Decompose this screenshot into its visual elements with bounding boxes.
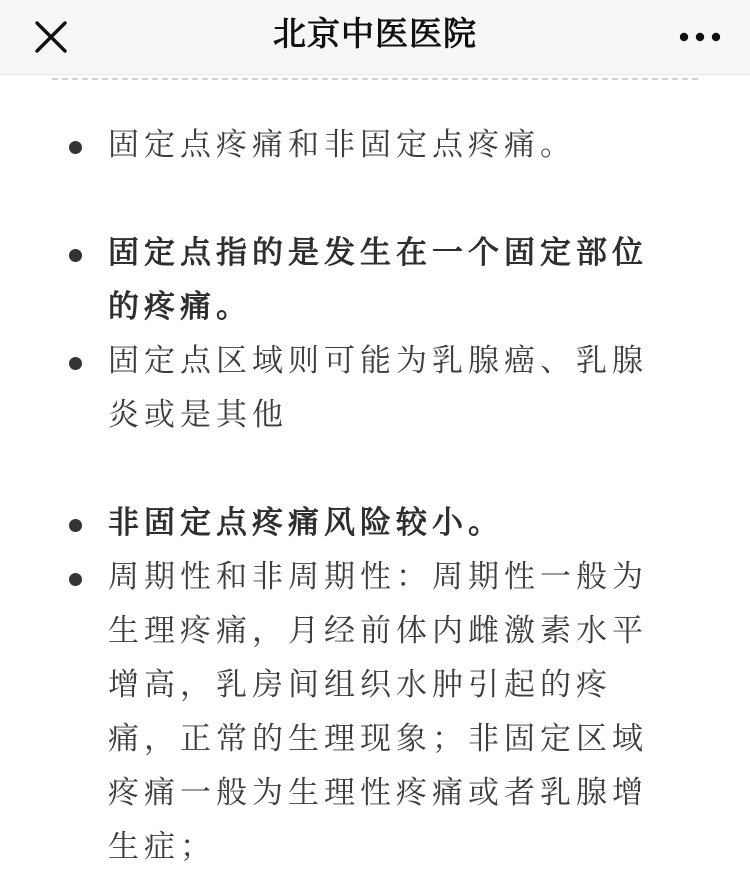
more-horizontal-icon xyxy=(678,31,722,43)
list-item-text: 非固定点疼痛风险较小。 xyxy=(108,505,504,541)
bullet-icon xyxy=(69,249,82,262)
page-title: 北京中医医院 xyxy=(273,14,477,53)
bullet-icon xyxy=(69,141,82,154)
bullet-icon xyxy=(69,357,82,370)
list-item-text: 周期性和非周期性：周期性一般为生理疼痛，月经前体内雌激素水平增高，乳房间组织水肿引起的疼痛，正常的生理现象；非固定区域疼痛一般为生理性疼痛或者乳腺增生症； xyxy=(108,559,648,865)
list-item-text: 固定点区域则可能为乳腺癌、乳腺炎或是其他 xyxy=(108,343,648,433)
dashed-divider xyxy=(52,78,698,80)
top-navigation-bar xyxy=(0,0,750,75)
close-button[interactable] xyxy=(26,12,76,62)
list-item-text: 固定点疼痛和非固定点疼痛。 xyxy=(108,127,576,163)
close-icon xyxy=(34,20,68,54)
more-options-button[interactable] xyxy=(670,12,730,62)
bullet-icon xyxy=(69,573,82,586)
list-item-text: 固定点指的是发生在一个固定部位的疼痛。 xyxy=(108,235,648,325)
bullet-icon xyxy=(69,519,82,532)
